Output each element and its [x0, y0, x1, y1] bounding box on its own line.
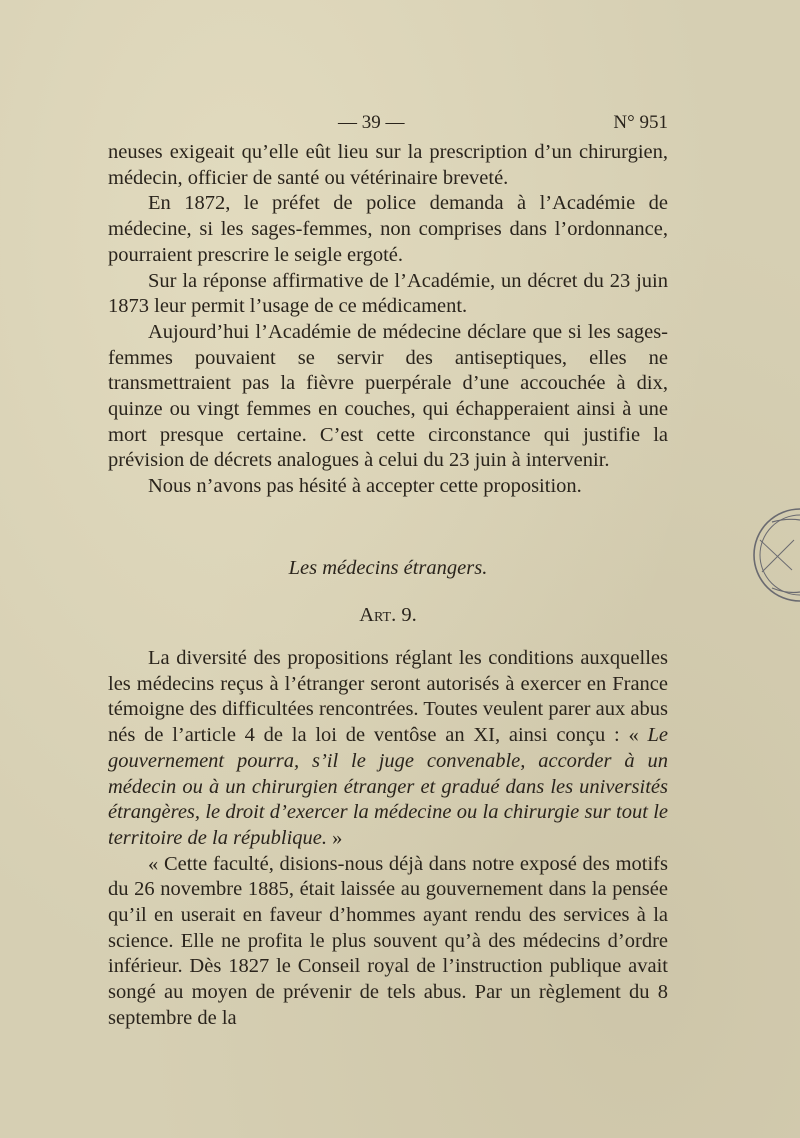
quoted-law-text: Le gouvernement pourra, s’il le juge convenable, accorder à un médecin ou à un chirurgien étranger et gradué dans les universités étrangères, le droit d’exercer la médecine ou la chirurgie sur tout le territoire de la république.	[108, 724, 668, 849]
library-stamp-icon	[732, 500, 800, 610]
paragraph: Sur la réponse affirmative de l’Académie, un décret du 23 juin 1873 leur permit l’usage de ce médicament.	[108, 269, 668, 318]
text-block-bottom	[108, 646, 668, 1032]
page-number: — 39 —	[338, 112, 405, 133]
document-number: N° 951	[613, 112, 668, 133]
paragraph: Nous n’avons pas hésité à accepter cette proposition.	[148, 475, 582, 498]
paragraph	[108, 646, 668, 852]
paragraph-text: La diversité des propositions réglant les conditions auxquelles les médecins reçus à l’étranger seront autorisés à exercer en France témoigne des difficultées rencontrées. Toutes veulent parer aux abus nés de l’article 4 de la loi de ventôse an XI, ainsi conçu : «	[108, 647, 668, 747]
section-title: Les médecins étrangers.	[288, 557, 488, 579]
paragraph: Aujourd’hui l’Académie de médecine déclare que si les sages-femmes pouvaient se servir des antiseptiques, elles ne transmettraient pas la fièvre puerpérale d’une accouchée à dix, quinze ou vingt femmes en couches, qui échapperaient ainsi à une mort presque certaine. C’est cette circonstance qui justifie la prévision de décrets analogues à celui du 23 juin à intervenir.	[108, 320, 668, 472]
paragraph: « Cette faculté, disions-nous déjà dans notre exposé des motifs du 26 novembre 1885, était laissée au gouvernement dans la pensée qu’il en userait en faveur d’hommes ayant rendu des services à la science. Elle ne profita le plus souvent qu’à des médecins d’ordre inférieur. Dès 1827 le Conseil royal de l’instruction publique avait songé au moyen de prévenir de tels abus. Par un règlement du 8 septembre de la	[108, 852, 668, 1029]
article-heading: Art. 9.	[359, 604, 417, 626]
page-header	[108, 112, 668, 136]
paragraph: neuses exigeait qu’elle eût lieu sur la prescription d’un chirurgien, médecin, officier de santé ou vétérinaire breveté.	[108, 141, 668, 189]
text-block-top	[108, 140, 668, 500]
paragraph: En 1872, le préfet de police demanda à l’Académie de médecine, si les sages-femmes, non comprises dans l’ordonnance, pourraient prescrire le seigle ergoté.	[108, 192, 668, 266]
paragraph-text: »	[327, 826, 343, 849]
